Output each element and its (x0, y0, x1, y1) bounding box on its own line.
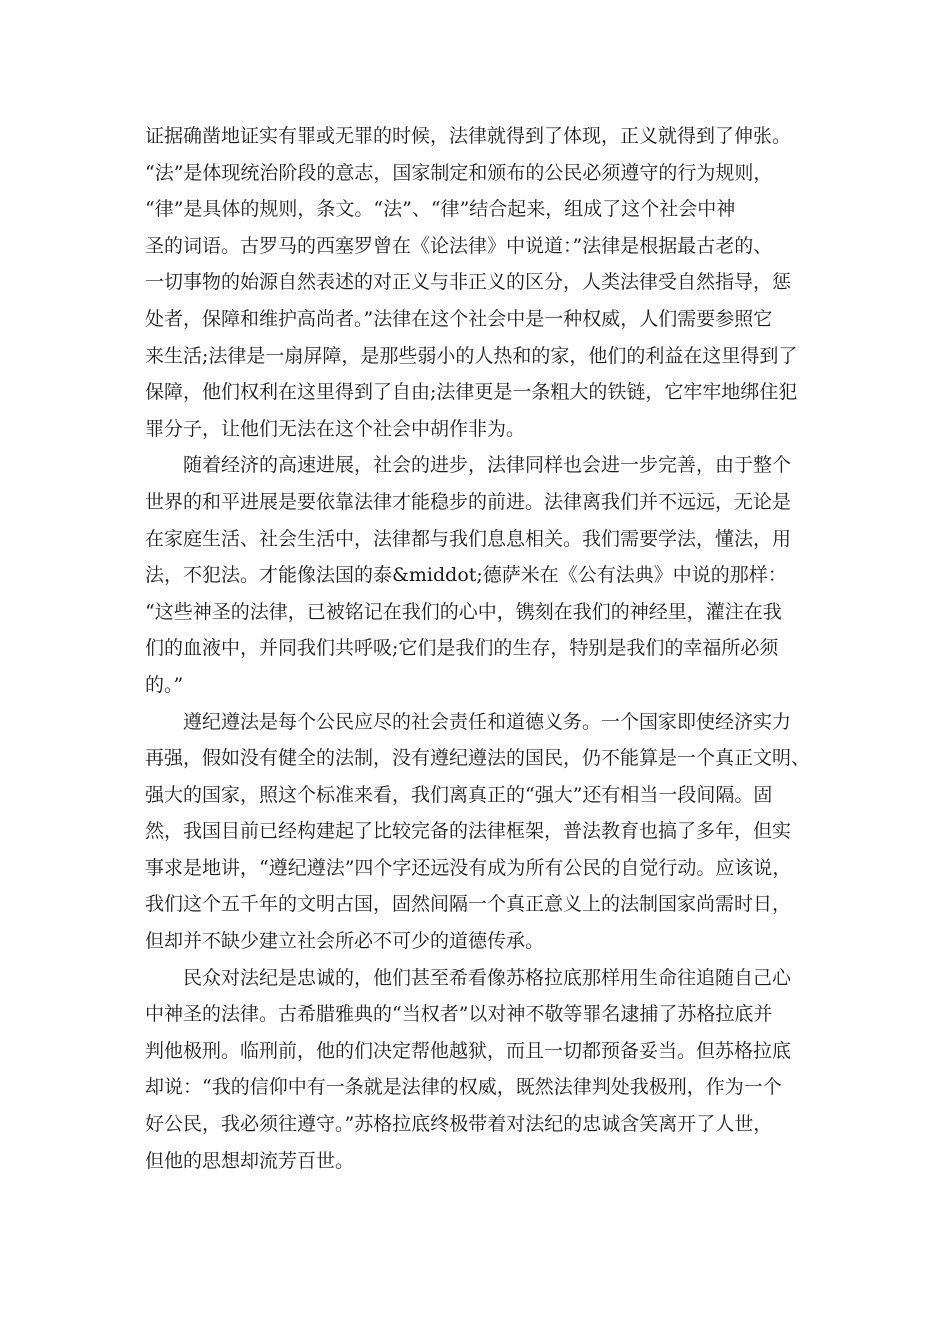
text-line: 中神圣的法律。古希腊雅典的“当权者”以对神不敬等罪名逮捕了苏格拉底并 (145, 1003, 773, 1026)
text-line: 强大的国家，照这个标准来看，我们离真正的“强大”还有相当一段间隔。固 (145, 783, 773, 806)
text-line: “这些神圣的法律，已被铭记在我们的心中，镌刻在我们的神经里，灌注在我 (145, 600, 782, 623)
text-line: 事求是地讲，“遵纪遵法”四个字还远没有成为所有公民的自觉行动。应该说， (145, 856, 792, 879)
text-line: 一切事物的始源自然表述的对正义与非正义的区分，人类法律受自然指导，惩 (145, 271, 792, 294)
text-line: 的。” (145, 673, 184, 696)
text-line: 遵纪遵法是每个公民应尽的社会责任和道德义务。一个国家即使经济实力 (183, 710, 792, 733)
text-line: 随着经济的高速进展，社会的进步，法律同样也会进一步完善，由于整个 (183, 454, 792, 477)
text-line: 民众对法纪是忠诚的，他们甚至希看像苏格拉底那样用生命往追随自己心 (183, 966, 792, 989)
text-line: 世界的和平进展是要依靠法律才能稳步的前进。法律离我们并不远远，无论是 (145, 490, 792, 513)
text-line: “律”是具体的规则，条文。“法”、“律”结合起来，组成了这个社会中神 (145, 198, 736, 221)
text-line: 圣的词语。古罗马的西塞罗曾在《论法律》中说道：”法律是根据最古老的、 (145, 234, 773, 257)
text-line: 但他的思想却流芳百世。 (145, 1149, 355, 1172)
text-line: 再强，假如没有健全的法制，没有遵纪遵法的国民，仍不能算是一个真正文明、 (145, 747, 811, 770)
text-line: 但却并不缺少建立社会所必不可少的道德传承。 (145, 930, 545, 953)
text-line: 却说：“我的信仰中有一条就是法律的权威，既然法律判处我极刑，作为一个 (145, 1076, 782, 1099)
text-line: “法”是体现统治阶段的意志，国家制定和颁布的公民必须遵守的行为规则， (145, 161, 773, 184)
paragraph (145, 960, 815, 1180)
paragraph (145, 118, 815, 447)
text-line: 们的血液中，并同我们共呼吸;它们是我们的生存，特别是我们的幸福所必须 (145, 637, 779, 660)
paragraph (145, 704, 815, 960)
text-line: 法，不犯法。才能像法国的泰&middot;德萨米在《公有法典》中说的那样： (145, 564, 787, 587)
text-line: 然，我国目前已经构建起了比较完备的法律框架，普法教育也搞了多年，但实 (145, 820, 792, 843)
text-line: 在家庭生活、社会生活中，法律都与我们息息相关。我们需要学法，懂法，用 (145, 527, 792, 550)
text-line: 罪分子，让他们无法在这个社会中胡作非为。 (145, 417, 526, 440)
text-line: 保障，他们权利在这里得到了自由;法律更是一条粗大的铁链，它牢牢地绑住犯 (145, 381, 798, 404)
text-line: 判他极刑。临刑前，他的们决定帮他越狱，而且一切都预备妥当。但苏格拉底 (145, 1039, 792, 1062)
document-body (145, 118, 815, 1179)
paragraph (145, 447, 815, 703)
text-line: 来生活;法律是一扇屏障，是那些弱小的人热和的家，他们的利益在这里得到了 (145, 344, 798, 367)
text-line: 证据确凿地证实有罪或无罪的时候，法律就得到了体现，正义就得到了伸张。 (145, 125, 792, 147)
text-line: 处者，保障和维护高尚者。”法律在这个社会中是一种权威，人们需要参照它 (145, 307, 773, 330)
text-line: 我们这个五千年的文明古国，固然间隔一个真正意义上的法制国家尚需时日， (145, 893, 792, 916)
text-line: 好公民，我必须往遵守。”苏格拉底终极带着对法纪的忠诚含笑离开了人世， (145, 1113, 773, 1136)
